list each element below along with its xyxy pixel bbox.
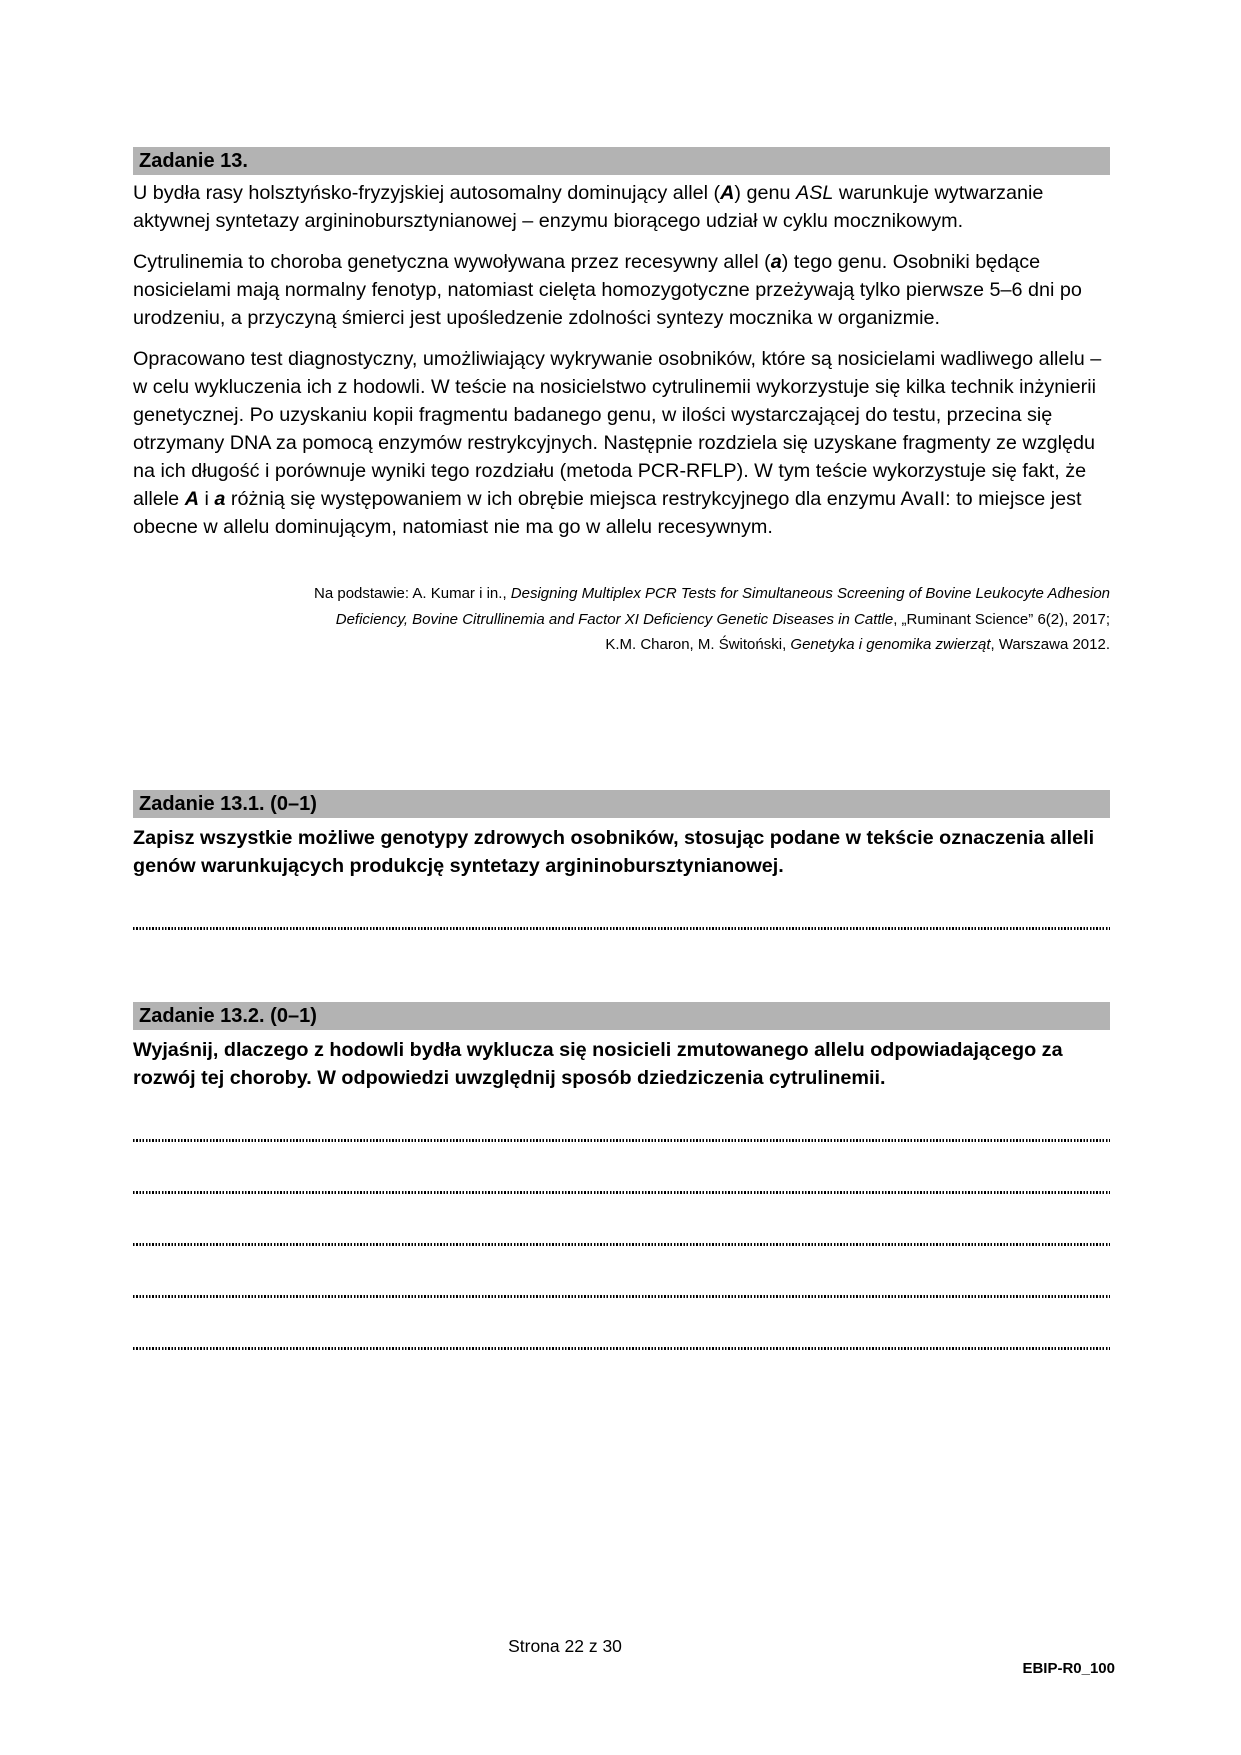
task-13-2-question: Wyjaśnij, dlaczego z hodowli bydła wyklucza się nosicieli zmutowanego allelu odpowiadającego za rozwój tej choroby. W odpowiedzi uwzględnij sposób dziedziczenia cytrulinemii.: [133, 1039, 1063, 1089]
text-segment: różnią się występowaniem w ich obrębie miejsca restrykcyjnego dla enzymu AvaII: to miejsce jest obecne w allelu dominującym, natomiast nie ma go w allelu recesywnym.: [133, 488, 1082, 538]
text-segment: ASL: [795, 182, 834, 204]
task-13-2-answer-area: [133, 1139, 1110, 1350]
text-segment: Cytrulinemia to choroba genetyczna wywoływana przez recesywny allel (: [133, 251, 771, 273]
answer-line[interactable]: [133, 1295, 1110, 1298]
answer-line[interactable]: [133, 1243, 1110, 1246]
document-code: EBIP-R0_100: [1022, 1660, 1115, 1677]
text-segment: ) genu: [734, 182, 796, 204]
text-segment: a: [770, 251, 782, 273]
citation-line-1: [193, 581, 1110, 607]
task-13-1-question: Zapisz wszystkie możliwe genotypy zdrowych osobników, stosując podane w tekście oznaczenia alleli genów warunkujących produkcję syntetazy argininobursztynianowej.: [133, 827, 1095, 877]
text-segment: Deficiency, Bovine Citrullinemia and Factor XI Deficiency Genetic Diseases in Cattle: [335, 610, 894, 628]
text-segment: Opracowano test diagnostyczny, umożliwiający wykrywanie osobników, które są nosicielami wadliwego allelu – w celu wykluczenia ich z hodowli. W teście na nosicielstwo cytrulinemii wykorzystuje się kilka technik inżynierii genetycznej. Po uzyskaniu kopii fragmentu badanego genu, w ilości wystarczającej do testu, przecina się otrzymany DNA za pomocą enzymów restrykcyjnych. Następnie rozdziela się uzyskane fragmenty ze względu na ich długość i porównuje wyniki tego rozdziału (metoda PCR-RFLP). W tym teście wykorzystuje się fakt, że allele: [133, 348, 1102, 510]
task-13-paragraph-3: [133, 345, 1110, 541]
text-segment: i: [198, 488, 215, 510]
page-number: Strona 22 z 30: [508, 1636, 622, 1656]
citation-line-2: [193, 607, 1110, 633]
task-13-2-section: [133, 1002, 1110, 1350]
text-segment: A: [184, 488, 199, 510]
text-segment: Na podstawie: A. Kumar i in.,: [314, 585, 511, 602]
answer-line[interactable]: [133, 1139, 1110, 1142]
answer-line[interactable]: [133, 1347, 1110, 1350]
text-segment: warunkuje wytwarzanie aktywnej syntetazy argininobursztynianowej – enzymu biorącego udział w cyklu mocznikowym.: [133, 182, 1044, 232]
task-13-1-header: Zadanie 13.1. (0–1): [133, 790, 1110, 818]
task-13-paragraph-2: [133, 248, 1110, 332]
citation-line-3: [193, 632, 1110, 658]
text-segment: a: [214, 488, 226, 510]
text-segment: K.M. Charon, M. Świtoński,: [605, 636, 791, 653]
text-segment: U bydła rasy holsztyńsko-fryzyjskiej autosomalny dominujący allel (: [133, 182, 721, 204]
task-13-section: [133, 147, 1110, 658]
task-13-paragraph-1: [133, 179, 1110, 235]
text-segment: Designing Multiplex PCR Tests for Simultaneous Screening of Bovine Leukocyte Adhesion: [510, 585, 1110, 602]
text-segment: , „Ruminant Science” 6(2), 2017;: [893, 610, 1110, 628]
task-13-1-answer-area: [133, 927, 1110, 930]
source-citation: [133, 581, 1110, 658]
task-13-1-section: [133, 790, 1110, 930]
text-segment: A: [720, 182, 735, 204]
task-13-header: Zadanie 13.: [133, 147, 1110, 175]
text-segment: , Warszawa 2012.: [990, 636, 1110, 653]
text-segment: Genetyka i genomika zwierząt: [790, 636, 991, 653]
task-13-2-header: Zadanie 13.2. (0–1): [133, 1002, 1110, 1030]
answer-line[interactable]: [133, 927, 1110, 930]
answer-line[interactable]: [133, 1191, 1110, 1194]
text-segment: ) tego genu. Osobniki będące nosicielami mają normalny fenotyp, natomiast cielęta homozygotyczne przeżywają tylko pierwsze 5–6 dni po urodzeniu, a przyczyną śmierci jest upośledzenie zdolności syntezy mocznika w organizmie.: [133, 251, 1082, 329]
